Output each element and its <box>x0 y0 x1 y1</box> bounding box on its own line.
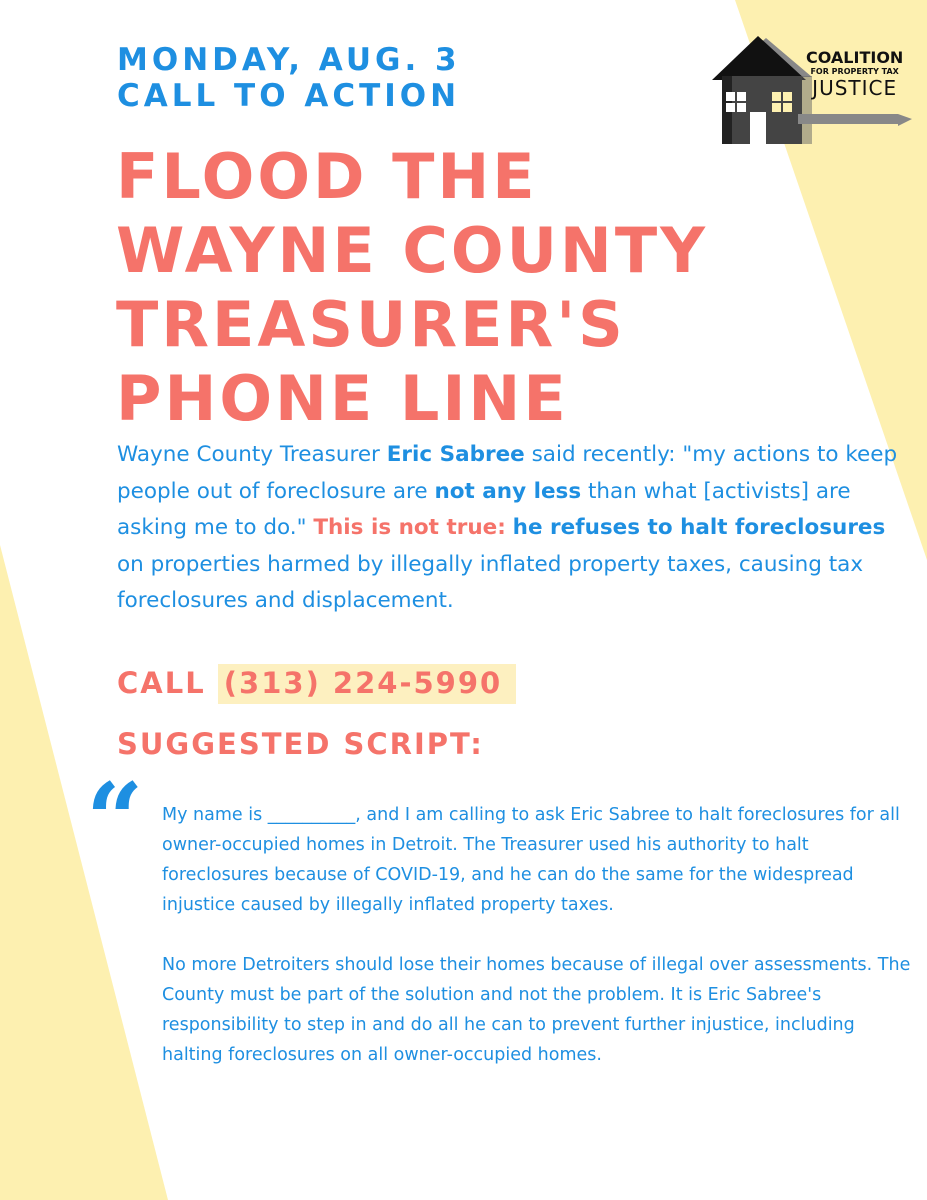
date: MONDAY, AUG. 3 <box>117 42 461 78</box>
call-label: CALL <box>117 666 218 700</box>
emphasis: he refuses to halt foreclosures <box>512 515 886 540</box>
rebuttal: This is not true: <box>313 515 506 540</box>
script-paragraph: No more Detroiters should lose their homes because of illegal over assessments. The County must be part of the solution and not the problem. It is Eric Sabree's responsibility to step in and do all he can to prevent further injustice, including halting foreclosures on all owner-occupied homes. <box>162 955 911 1065</box>
treasurer-name: Eric Sabree <box>386 442 525 467</box>
intro-paragraph <box>117 437 907 620</box>
script-heading: SUGGESTED SCRIPT: <box>117 727 484 761</box>
title-line: WAYNE COUNTY <box>116 214 709 287</box>
script-body <box>162 800 912 1100</box>
call-to-action: CALL TO ACTION <box>117 78 461 114</box>
text: Wayne County Treasurer <box>117 442 387 467</box>
text: on properties harmed by illegally inflated property taxes, causing tax foreclosures and displacement. <box>117 551 864 613</box>
logo-text-line: JUSTICE <box>812 76 898 100</box>
title-line: FLOOD THE <box>116 140 538 213</box>
title-line: TREASURER'S <box>116 288 626 361</box>
logo-text-line: FOR PROPERTY TAX <box>810 67 899 76</box>
phone-number[interactable]: (313) 224-5990 <box>218 664 516 704</box>
emphasis: not any less <box>434 478 582 504</box>
page-title <box>116 140 708 436</box>
call-line <box>117 666 516 700</box>
text: than what [activists] are asking me to do." <box>117 478 851 540</box>
coalition-logo <box>708 32 918 147</box>
script-paragraph: My name is __________, and I am calling to ask Eric Sabree to halt foreclosures for all owner-occupied homes in Detroit. The Treasurer used his authority to halt foreclosures because of COVID-19, and he can do the same for the widespread injustice caused by illegally inflated property taxes. <box>162 805 900 915</box>
text: said recently: "my actions to keep people out of foreclosure are <box>117 442 898 504</box>
logo-text-line: COALITION <box>806 48 904 67</box>
event-date-heading <box>117 42 461 114</box>
title-line: PHONE LINE <box>116 362 569 435</box>
quote-icon: “ <box>86 761 144 879</box>
